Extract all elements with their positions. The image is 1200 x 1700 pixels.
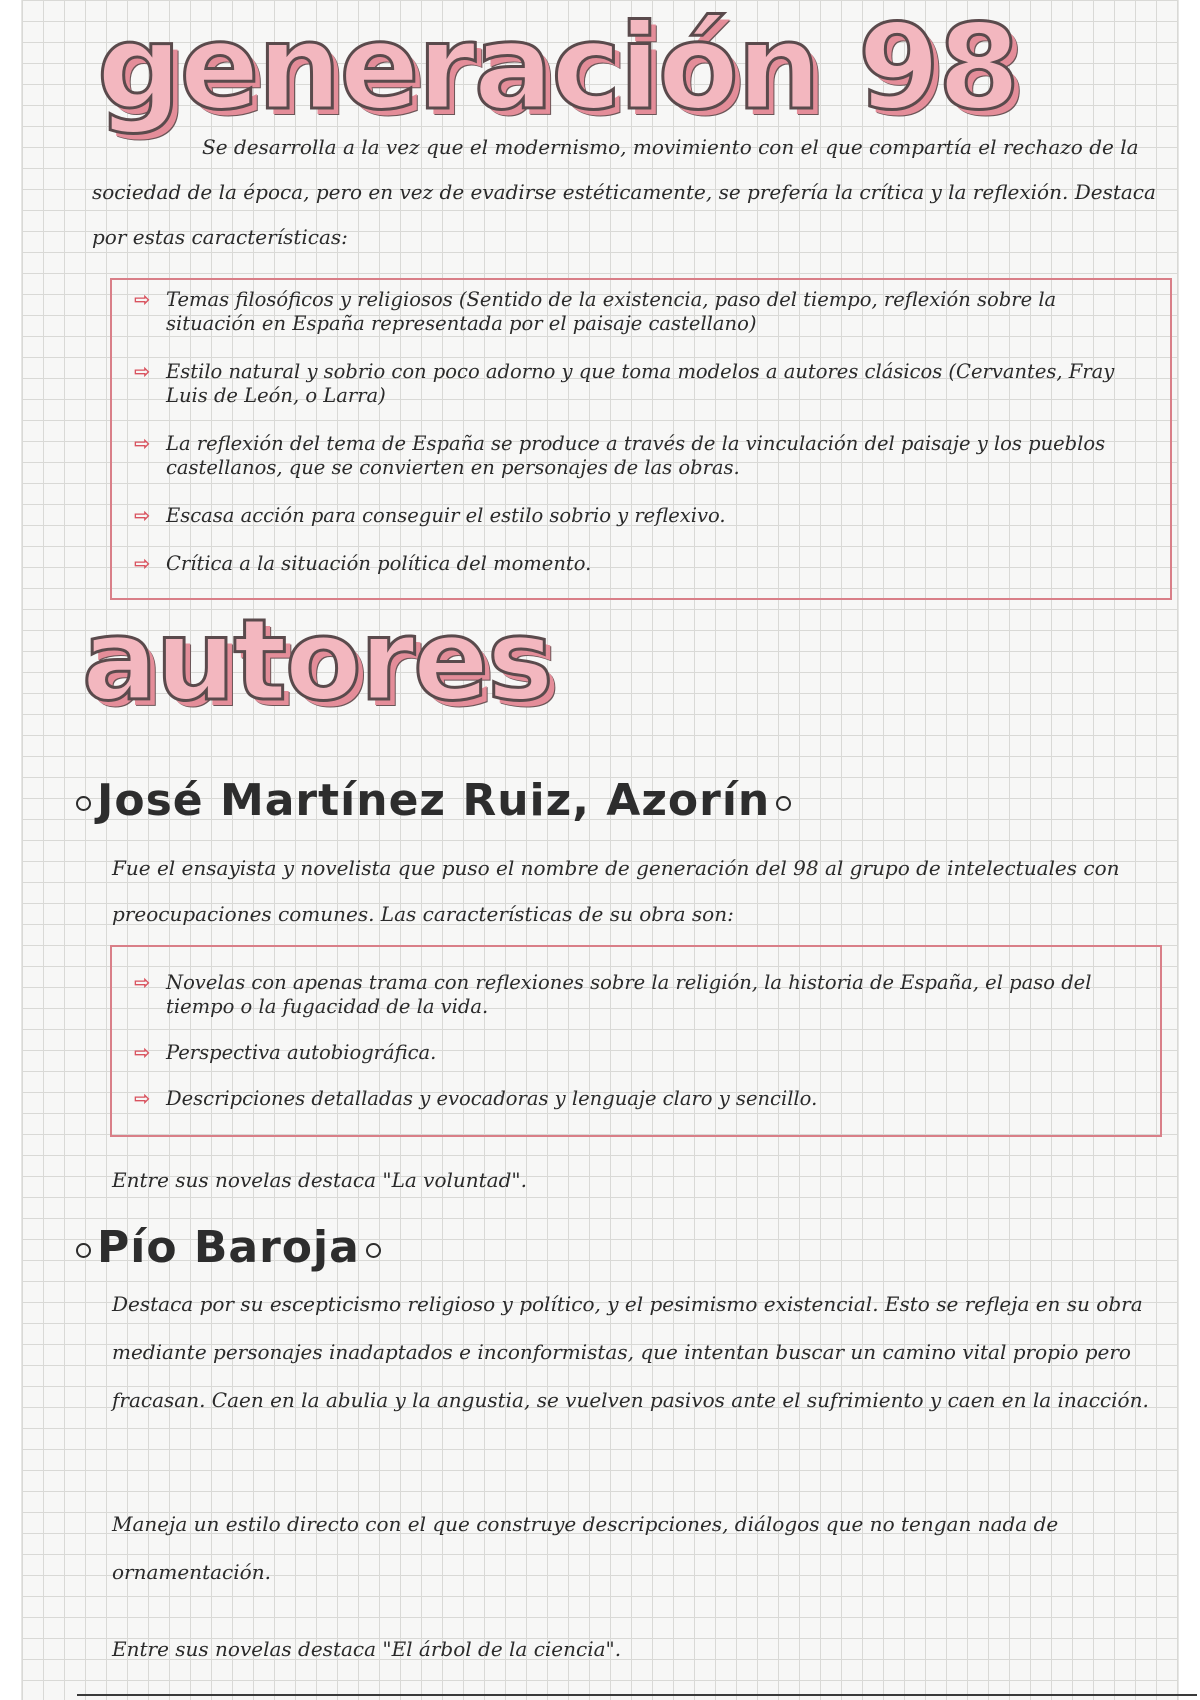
circle-dot-icon <box>366 1243 381 1258</box>
list-item <box>134 1087 1142 1111</box>
notebook-page <box>22 0 1178 1700</box>
author-heading-baroja <box>70 1222 387 1273</box>
page-bottom-divider <box>77 1694 1197 1696</box>
intro-first-line: Se desarrolla a la vez que el modernismo, movimiento con el que compartía <box>202 135 972 159</box>
arrow-right-icon: ⇨ <box>134 1041 151 1064</box>
arrow-right-icon: ⇨ <box>134 1087 151 1110</box>
list-item-text: Crítica a la situación política del momento. <box>166 552 592 575</box>
list-item-text: Estilo natural y sobrio con poco adorno y que toma modelos a autores clásicos (Cervantes, Fray Luis de León, o Larra) <box>166 360 1115 407</box>
baroja-paragraph-2: Maneja un estilo directo con el que construye descripciones, diálogos que no tengan nada de ornamentación. <box>112 1512 1059 1584</box>
list-item <box>134 432 1152 480</box>
circle-dot-icon <box>776 796 791 811</box>
circle-dot-icon <box>76 1243 91 1258</box>
arrow-right-icon: ⇨ <box>134 971 151 994</box>
author-heading-azorin <box>70 775 797 826</box>
list-item-text: Perspectiva autobiográfica. <box>166 1041 437 1064</box>
author-name: Pío Baroja <box>97 1222 360 1273</box>
list-item-text: Novelas con apenas trama con reflexiones sobre la religión, la historia de España, el paso del tiempo o la fugacidad de la vida. <box>166 971 1092 1018</box>
characteristics-box <box>110 278 1172 600</box>
circle-dot-icon <box>76 796 91 811</box>
arrow-right-icon: ⇨ <box>134 288 151 311</box>
azorin-novel-note: Entre sus novelas destaca "La voluntad". <box>112 1168 527 1192</box>
list-item <box>134 971 1142 1019</box>
intro-paragraph <box>92 125 1162 260</box>
azorin-features-list <box>112 947 1160 1111</box>
authors-title: autores <box>82 596 552 726</box>
list-item <box>134 1041 1142 1065</box>
list-item <box>134 504 1152 528</box>
azorin-description: Fue el ensayista y novelista que puso el nombre de generación del 98 al grupo de intelectuales con preocupaciones comunes. Las características de su obra son: <box>112 856 1120 926</box>
list-item-text: La reflexión del tema de España se produce a través de la vinculación del paisaje y los pueblos castellanos, que se convierten en personajes de las obras. <box>166 432 1106 479</box>
list-item <box>134 288 1152 336</box>
list-item-text: Escasa acción para conseguir el estilo sobrio y reflexivo. <box>166 504 726 527</box>
azorin-features-box <box>110 945 1162 1137</box>
arrow-right-icon: ⇨ <box>134 432 151 455</box>
list-item-text: Temas filosóficos y religiosos (Sentido de la existencia, paso del tiempo, reflexión sobre la situación en España representada por el paisaje castellano) <box>166 288 1057 335</box>
list-item <box>134 360 1152 408</box>
baroja-paragraph-1: Destaca por su escepticismo religioso y político, y el pesimismo existencial. Esto se refleja en su obra mediante personajes inadaptados e inconformistas, que intentan buscar un camino vital propio pero fracasan. Caen en la abulia y la angustia, se vuelven pasivos ante el sufrimiento y caen en la inacción. <box>112 1292 1149 1412</box>
baroja-novel-note: Entre sus novelas destaca "El árbol de la ciencia". <box>112 1637 622 1661</box>
characteristics-list <box>112 280 1170 576</box>
arrow-right-icon: ⇨ <box>134 504 151 527</box>
intro-rest: el rechazo de la sociedad de la época, pero en vez de evadirse estéticamente, se prefería la crítica y la reflexión. Destaca por estas características: <box>92 135 1156 249</box>
arrow-right-icon: ⇨ <box>134 360 151 383</box>
list-item <box>134 552 1152 576</box>
list-item-text: Descripciones detalladas y evocadoras y lenguaje claro y sencillo. <box>166 1087 818 1110</box>
author-name: José Martínez Ruiz, Azorín <box>97 775 771 826</box>
arrow-right-icon: ⇨ <box>134 552 151 575</box>
page-title: generación 98 <box>97 0 1019 136</box>
